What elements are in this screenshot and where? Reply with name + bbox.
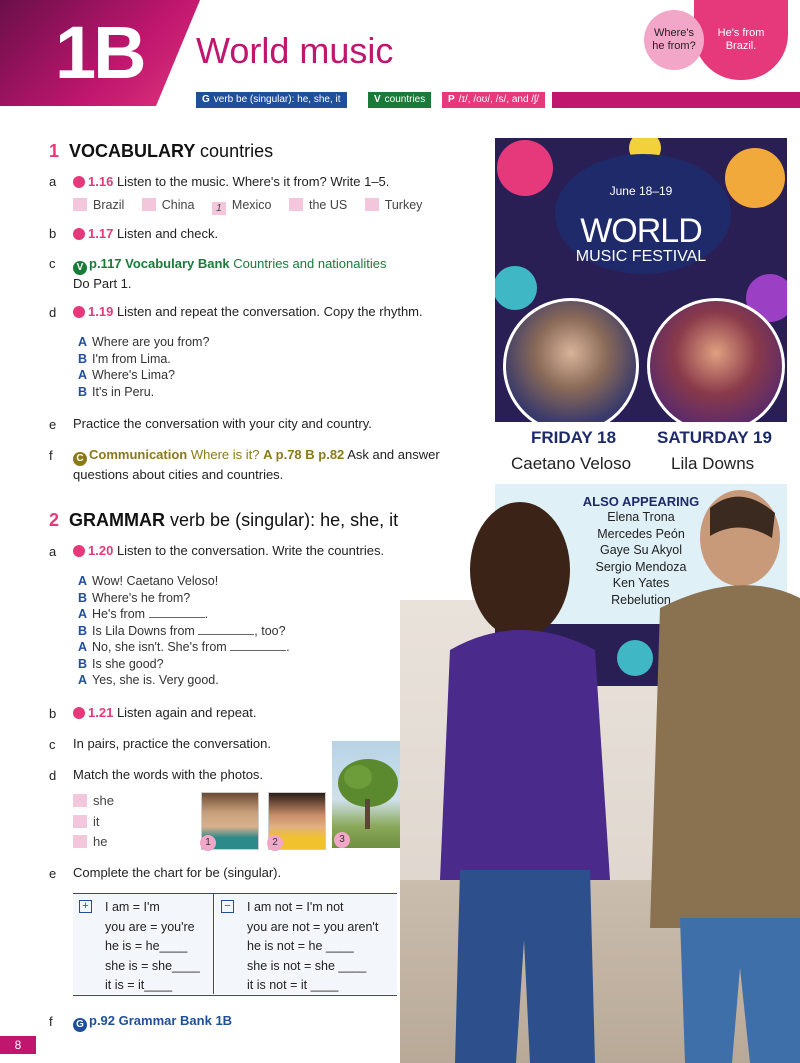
poster-title: WORLD [580, 212, 702, 250]
audio-icon[interactable] [73, 545, 85, 557]
exercise-2a: 1.20 Listen to the conversation. Write the countries. [73, 542, 384, 559]
exercise-1d: 1.19 Listen and repeat the conversation. Copy the rhythm. [73, 303, 423, 320]
answer-box[interactable] [289, 198, 303, 211]
item-letter: b [49, 226, 57, 241]
page-number: 8 [0, 1036, 36, 1054]
exercise-1b: 1.17 Listen and check. [73, 225, 218, 242]
exercise-1a: 1.16 Listen to the music. Where's it from? Write 1–5. [73, 173, 389, 190]
answer-blank[interactable] [149, 607, 205, 618]
answer-box[interactable] [73, 835, 87, 848]
poster-artist-1: Caetano Veloso [511, 454, 632, 473]
photo-tree: 3 [332, 741, 404, 848]
answer-blank[interactable] [198, 624, 254, 635]
item-letter: a [49, 544, 57, 559]
item-letter: c [49, 256, 56, 271]
item-letter: f [49, 448, 53, 463]
word-list: she it he [73, 791, 114, 853]
answer-box[interactable] [365, 198, 379, 211]
exercise-2c: In pairs, practice the conversation. [73, 736, 271, 751]
audio-icon[interactable] [73, 228, 85, 240]
answer-box[interactable] [73, 794, 87, 807]
page-title: World music [196, 30, 394, 71]
photo-man: 1 [201, 792, 259, 850]
exercise-2e: Complete the chart for be (singular). [73, 865, 282, 880]
photo-caetano [503, 298, 639, 434]
item-letter: c [49, 737, 56, 752]
plus-icon: + [79, 900, 92, 913]
poster-day-2: SATURDAY 19 [657, 428, 772, 447]
item-letter: e [49, 866, 57, 881]
speech-bubble-question: Where's he from? [644, 10, 704, 70]
vocab-bank-icon: V [73, 261, 87, 275]
poster-also-appearing: ALSO APPEARING Elena Trona Mercedes Peón Gaye Su Akyol Sergio Mendoza Ken Yates Rebelution [495, 484, 787, 624]
country-options: Brazil China 1 Mexico the US Turkey [73, 197, 422, 215]
answer-blank[interactable] [230, 640, 286, 651]
section-2-heading: 2 GRAMMAR verb be (singular): he, she, it [49, 510, 399, 530]
man-figure [640, 488, 800, 1063]
poster-date: June 18–19 [609, 184, 673, 198]
pronunciation-pill: P /ɪ/, /oʊ/, /s/, and /ʃ/ [442, 92, 545, 108]
audio-icon[interactable] [73, 306, 85, 318]
header-bar [552, 92, 800, 108]
communication-icon: C [73, 452, 87, 466]
answer-box[interactable] [73, 198, 87, 211]
poster-artist-2: Lila Downs [671, 454, 755, 473]
exercise-1f: C Communication Where is it? A p.78 B p.82 Ask and answer questions about cities and countries. [73, 447, 440, 482]
vocab-pill: V countries [368, 92, 431, 108]
item-letter: a [49, 174, 57, 189]
exercise-1c: V p.117 Vocabulary Bank Countries and nationalities Do Part 1. [73, 256, 387, 291]
grammar-chart [73, 893, 397, 996]
audio-icon[interactable] [73, 176, 85, 188]
photo-woman: 2 [268, 792, 326, 850]
exercise-2b: 1.21 Listen again and repeat. [73, 704, 256, 721]
exercise-2f: G p.92 Grammar Bank 1B [73, 1012, 232, 1032]
conversation-1d: A Where are you from? B I'm from Lima. A Where's Lima? B It's in Peru. [78, 335, 210, 399]
item-letter: d [49, 768, 57, 783]
poster-day-1: FRIDAY 18 [531, 428, 617, 447]
item-letter: b [49, 706, 57, 721]
grammar-pill: G verb be (singular): he, she, it [196, 92, 347, 108]
unit-number: 1B [55, 11, 144, 94]
exercise-2d: Match the words with the photos. [73, 767, 264, 782]
audio-icon[interactable] [73, 707, 85, 719]
woman-figure [420, 500, 640, 1063]
section-1-heading: 1 VOCABULARY countries [49, 141, 274, 161]
item-letter: f [49, 1014, 53, 1029]
photo-lila [647, 298, 785, 434]
item-letter: e [49, 417, 57, 432]
item-letter: d [49, 305, 57, 320]
answer-box[interactable] [73, 815, 87, 828]
exercise-1e: Practice the conversation with your city and country. [73, 416, 372, 431]
poster-subtitle: MUSIC FESTIVAL [575, 248, 707, 265]
conversation-2a: A Wow! Caetano Veloso! B Where's he from? A He's from . B Is Lila Downs from , too? A No, she isn't. She's from . B Is she good? A Yes, she is. Very good. [78, 574, 290, 687]
minus-icon: − [221, 900, 234, 913]
speech-bubble-answer: He's from Brazil. [694, 0, 788, 80]
grammar-bank-icon: G [73, 1018, 87, 1032]
answer-box[interactable]: 1 [212, 202, 226, 215]
answer-box[interactable] [142, 198, 156, 211]
negative-column: − I am not = I'm not you are not = you aren't he is not = he ____ she is not = she ____ it is not = it ____ [215, 894, 397, 994]
positive-column: + I am = I'm you are = you're he is = he____ she is = she____ it is = it____ [73, 894, 214, 994]
